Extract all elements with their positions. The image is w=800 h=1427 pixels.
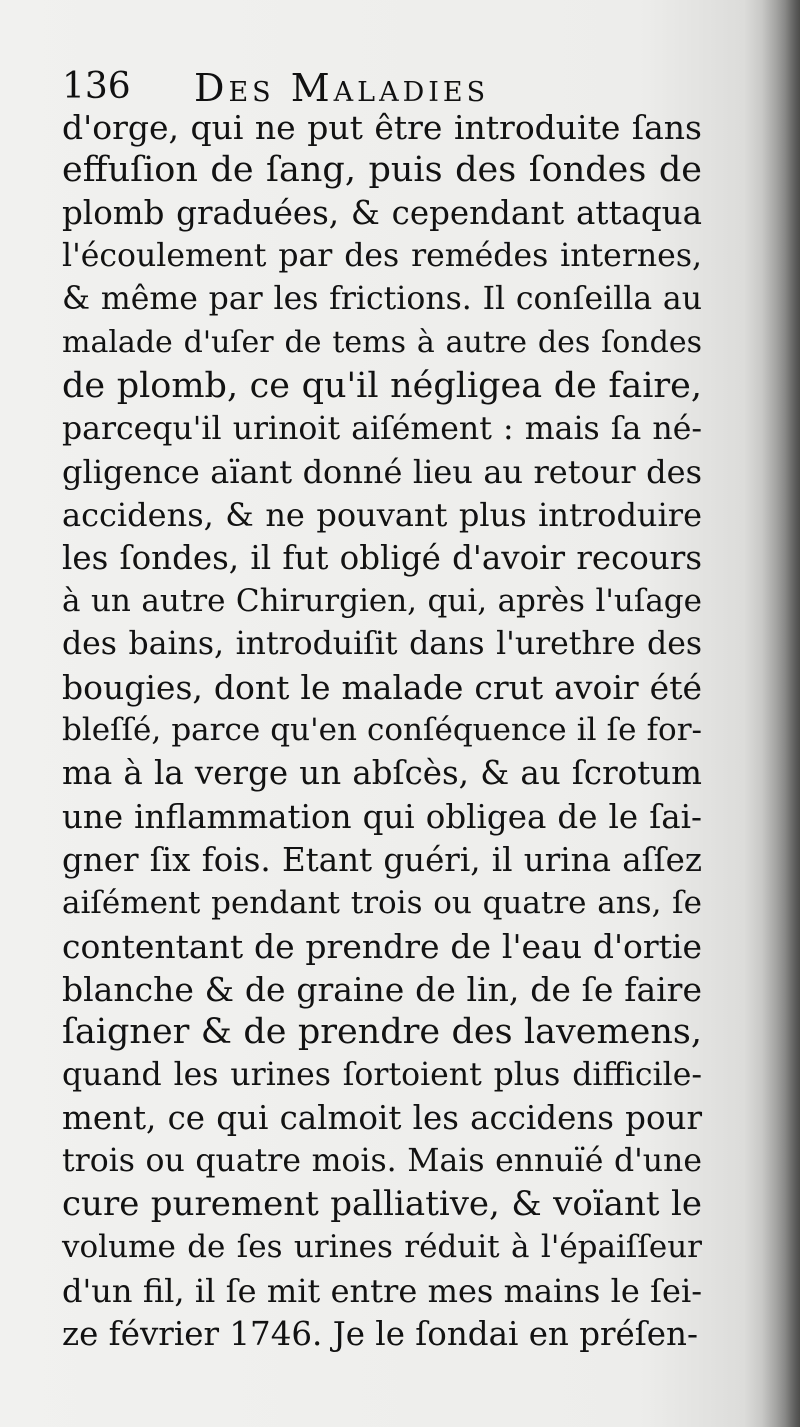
text-line: gner ſix fois. Etant guéri, il urina aſſez — [62, 840, 702, 879]
text-line: & même par les frictions. Il conſeilla au — [62, 281, 702, 318]
text-line: bougies, dont le malade crut avoir été — [62, 668, 702, 708]
text-line: d'un fil, il ſe mit entre mes mains le ſei- — [62, 1271, 702, 1310]
text-line: les ſondes, il fut obligé d'avoir recours — [62, 538, 702, 577]
text-line: blanche & de graine de lin, de ſe faire — [62, 969, 702, 1009]
text-line: aiſément pendant trois ou quatre ans, ſe — [62, 884, 702, 921]
text-line: contentant de prendre de l'eau d'ortie — [62, 926, 702, 966]
page-number: 136 — [62, 66, 131, 107]
text-line: d'orge, qui ne put être introduite ſans — [62, 108, 702, 147]
running-title: Des Maladies — [194, 66, 490, 110]
text-line: des bains, introduiſit dans l'urethre des — [62, 626, 702, 663]
text-line: ma à la verge un abſcès, & au ſcrotum — [62, 754, 702, 793]
text-line: quand les urines ſortoient plus difficile- — [62, 1057, 702, 1094]
text-line: gligence aïant donné lieu au retour des — [62, 452, 702, 491]
text-line: trois ou quatre mois. Mais ennuïé d'une — [62, 1143, 702, 1180]
text-line: de plomb, ce qu'il négligea de faire, — [62, 365, 702, 406]
text-line: cure purement palliative, & voïant le — [62, 1184, 702, 1225]
body-text — [62, 106, 702, 1356]
text-line: bleſſé, parce qu'en conſéquence il ſe for- — [62, 712, 702, 749]
text-line: ſaigner & de prendre des lavemens, — [62, 1011, 702, 1052]
text-line: à un autre Chirurgien, qui, après l'uſage — [62, 583, 702, 620]
text-line: malade d'uſer de tems à autre des ſondes — [62, 325, 702, 361]
text-line: ze février 1746. Je le ſondai en préſen- — [62, 1314, 698, 1353]
text-line: effuſion de ſang, puis des ſondes de — [62, 150, 702, 191]
text-line: accidens, & ne pouvant plus introduire — [62, 495, 702, 534]
page-gutter-shadow — [762, 0, 800, 1427]
text-line: parcequ'il urinoit aiſément : mais ſa né- — [62, 410, 702, 447]
text-line: volume de ſes urines réduit à l'épaiſſeur — [62, 1229, 702, 1266]
text-line: ment, ce qui calmoit les accidens pour — [62, 1099, 702, 1138]
text-line: l'écoulement par des remédes internes, — [62, 238, 702, 275]
text-line: plomb graduées, & cependant attaqua — [62, 194, 702, 233]
text-line: une inflammation qui obligea de le ſai- — [62, 797, 702, 836]
